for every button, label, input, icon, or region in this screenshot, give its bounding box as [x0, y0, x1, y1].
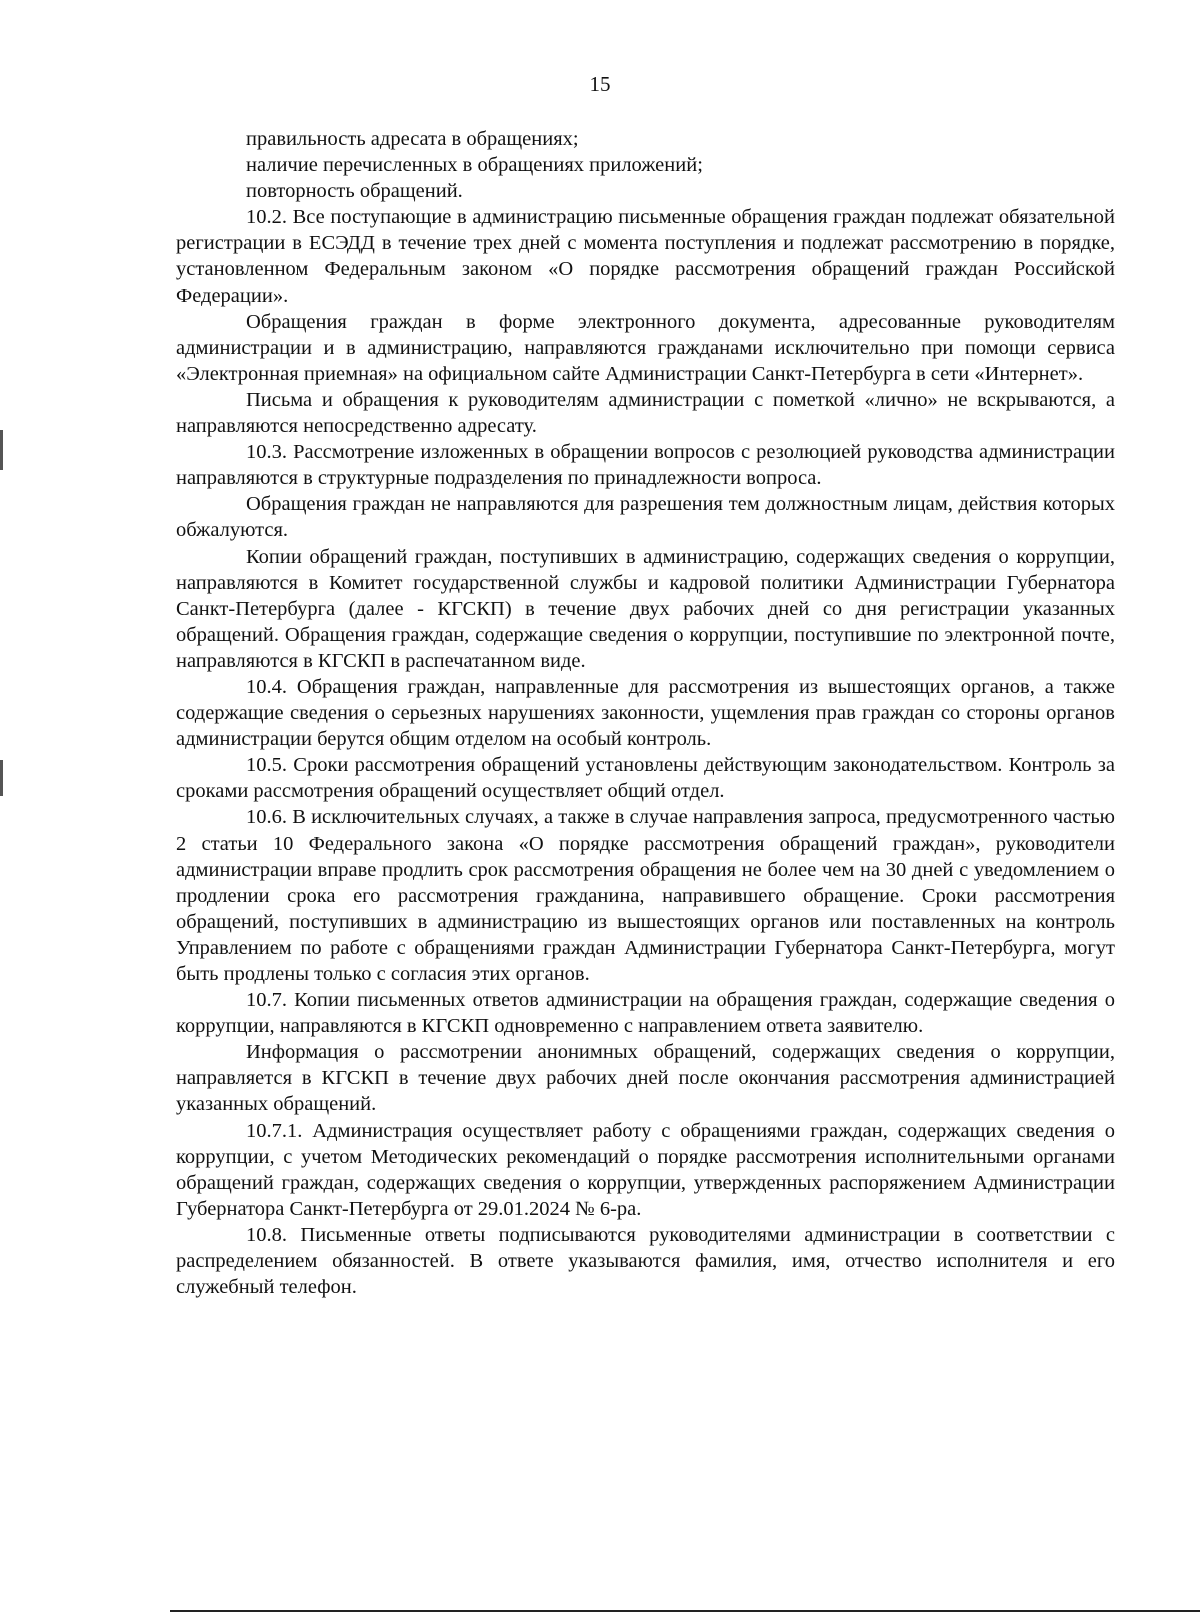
paragraph-10-6: 10.6. В исключительных случаях, а также в случае направления запроса, предусмотренного частью 2 статьи 10 Федерального закона «О порядке рассмотрения обращений граждан», руководители администрации вправе продлить срок рассмотрения обращения не более чем на 30 дней с уведомлением о продлении срока его рассмотрения гражданина, направившего обращение. Сроки рассмотрения обращений, поступивших в администрацию из вышестоящих органов или поставленных на контроль Управлением по работе с обращениями граждан Администрации Губернатора Санкт-Петербурга, могут быть продлены только с согласия этих органов.: [176, 806, 1115, 985]
paragraph-corruption-copies: Копии обращений граждан, поступивших в администрацию, содержащих сведения о коррупции, направляются в Комитет государственной службы и кадровой политики Администрации Губернатора Санкт-Петербурга (далее - КГСКП) в течение двух рабочих дней со дня регистрации указанных обращений. Обращения граждан, содержащие сведения о коррупции, поступившие по электронной почте, направляются в КГСКП в распечатанном виде.: [176, 545, 1115, 672]
paragraph-10-8: 10.8. Письменные ответы подписываются руководителями администрации в соответствии с распределением обязанностей. В ответе указываются фамилия, имя, отчество исполнителя и его служебный телефон.: [176, 1223, 1115, 1299]
paragraph-electronic-appeals: Обращения граждан в форме электронного документа, адресованные руководителям администрации и в администрацию, направляются гражданами исключительно при помощи сервиса «Электронная приемная» на официальном сайте Администрации Санкт-Петербурга в сети «Интернет».: [176, 310, 1115, 385]
paragraph-10-5: 10.5. Сроки рассмотрения обращений установлены действующим законодательством. Контроль за сроками рассмотрения обращений осуществляет общий отдел.: [176, 754, 1115, 803]
paragraph-anonymous-info: Информация о рассмотрении анонимных обращений, содержащих сведения о коррупции, направляется в КГСКП в течение двух рабочих дней после окончания рассмотрения администрацией указанных обращений.: [176, 1041, 1115, 1116]
paragraph-10-7-1: 10.7.1. Администрация осуществляет работу с обращениями граждан, содержащих сведения о коррупции, с учетом Методических рекомендаций о порядке рассмотрения исполнительными органами обращений граждан, содержащих сведения о коррупции, утвержденных распоряжением Администрации Губернатора Санкт-Петербурга от 29.01.2024 № 6-ра.: [176, 1119, 1115, 1220]
paragraph-10-3: 10.3. Рассмотрение изложенных в обращении вопросов с резолюцией руководства администрации направляются в структурные подразделения по принадлежности вопроса.: [176, 441, 1115, 490]
document-body: [176, 126, 1115, 1300]
scan-edge-mark: [0, 430, 3, 470]
paragraph-not-forwarded: Обращения граждан не направляются для разрешения тем должностным лицам, действия которых обжалуются.: [176, 493, 1115, 542]
paragraph-10-4: 10.4. Обращения граждан, направленные для рассмотрения из вышестоящих органов, а также содержащие сведения о серьезных нарушениях законности, ущемления прав граждан со стороны органов администрации берутся общим отделом на особый контроль.: [176, 675, 1115, 751]
page-number: 15: [589, 72, 611, 96]
paragraph-3: повторность обращений.: [246, 180, 463, 203]
paragraph-1: правильность адресата в обращениях;: [246, 128, 579, 150]
paragraph-2: наличие перечисленных в обращениях приложений;: [246, 154, 703, 177]
paragraph-10-2: 10.2. Все поступающие в администрацию письменные обращения граждан подлежат обязательной регистрации в ЕСЭДД в течение трех дней с момента поступления и подлежат рассмотрению в порядке, установленном Федеральным законом «О порядке рассмотрения обращений граждан Российской Федерации».: [176, 206, 1115, 307]
scan-edge-mark: [0, 760, 3, 796]
paragraph-10-7: 10.7. Копии письменных ответов администрации на обращения граждан, содержащие сведения о коррупции, направляются в КГСКП одновременно с направлением ответа заявителю.: [176, 989, 1115, 1038]
paragraph-personal-letters: Письма и обращения к руководителям администрации с пометкой «лично» не вскрываются, а направляются непосредственно адресату.: [176, 388, 1115, 438]
scan-bottom-edge: [170, 1610, 1200, 1612]
